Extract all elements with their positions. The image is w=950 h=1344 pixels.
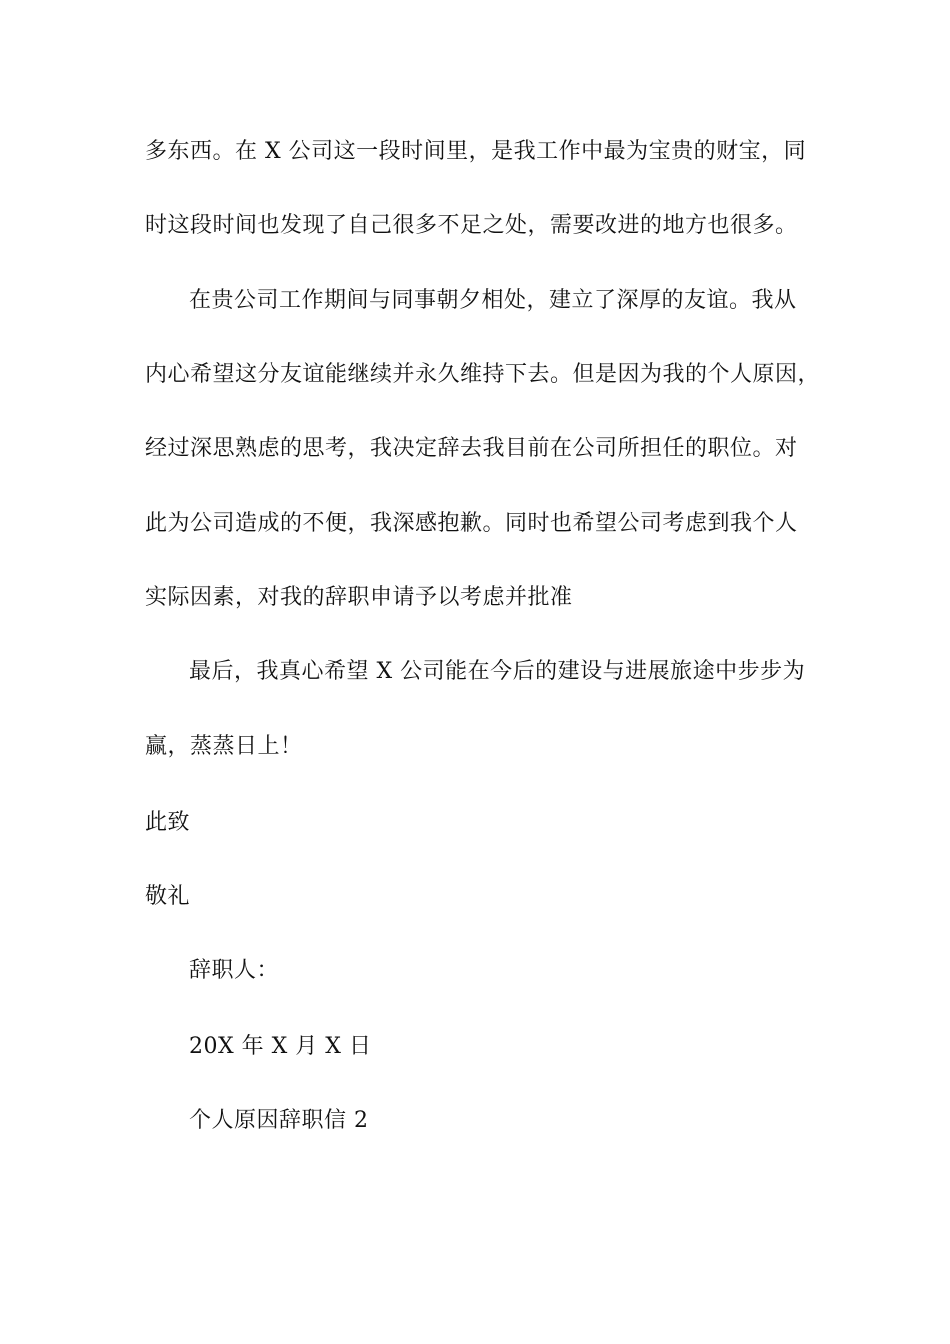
paragraph-line: 时这段时间也发现了自己很多不足之处，需要改进的地方也很多。 (145, 213, 798, 238)
salutation-line: 此致 (145, 810, 191, 835)
paragraph-line: 内心希望这分友谊能继续并永久维持下去。但是因为我的个人原因， (145, 362, 821, 387)
paragraph-line: 赢，蒸蒸日上！ (145, 734, 303, 759)
signature-label: 辞职人： (189, 958, 280, 983)
paragraph-line: 此为公司造成的不便，我深感抱歉。同时也希望公司考虑到我个人 (145, 511, 798, 536)
paragraph-line: 多东西。在 X 公司这一段时间里，是我工作中最为宝贵的财宝，同 (145, 139, 807, 164)
date-line: 20X 年 X 月 X 日 (189, 1034, 372, 1059)
section-title: 个人原因辞职信 2 (189, 1108, 369, 1133)
paragraph-line: 最后，我真心希望 X 公司能在今后的建设与进展旅途中步步为 (189, 659, 806, 684)
paragraph-line: 实际因素，对我的辞职申请予以考虑并批准 (145, 585, 573, 610)
paragraph-line: 经过深思熟虑的思考，我决定辞去我目前在公司所担任的职位。对 (145, 436, 798, 461)
salutation-line: 敬礼 (145, 884, 191, 909)
paragraph-line: 在贵公司工作期间与同事朝夕相处，建立了深厚的友谊。我从 (189, 288, 797, 313)
